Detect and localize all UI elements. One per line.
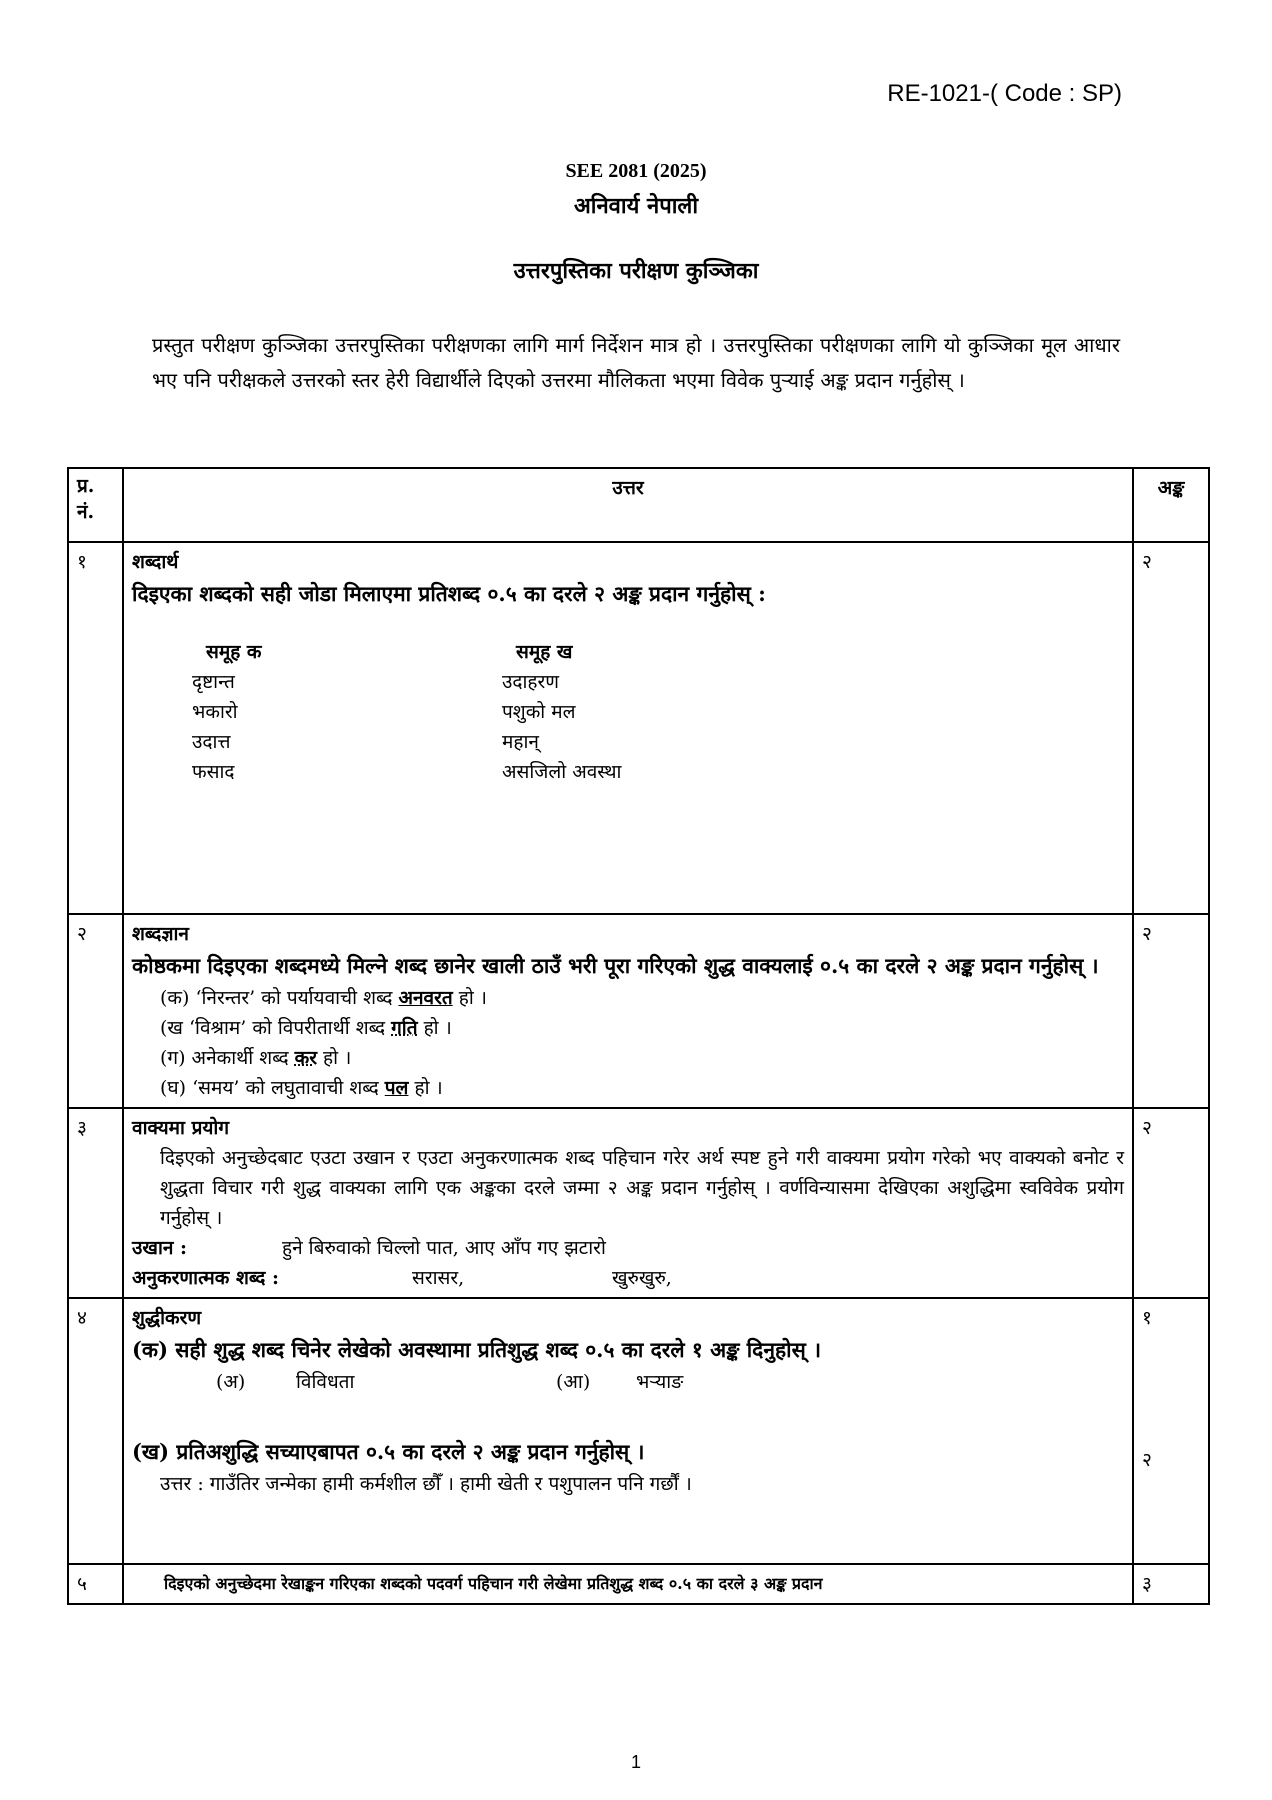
item-end: हो । bbox=[452, 987, 487, 1009]
onoma-word-2: खुरुखुरु, bbox=[612, 1267, 672, 1289]
q3-title: वाक्यमा प्रयोग bbox=[132, 1117, 230, 1139]
q1-number: १ bbox=[68, 542, 123, 914]
header-marks: अङ्क bbox=[1133, 468, 1209, 542]
q2-answer-cell bbox=[123, 914, 1133, 1108]
header-answer: उत्तर bbox=[123, 468, 1133, 542]
q1-title: शब्दार्थ bbox=[132, 551, 179, 573]
table-header-row bbox=[68, 468, 1209, 542]
q3-answer-cell bbox=[123, 1108, 1133, 1298]
q2-title: शब्दज्ञान bbox=[132, 923, 189, 945]
q2-item bbox=[132, 983, 1124, 1013]
q5-number: ५ bbox=[68, 1564, 123, 1604]
item-answer: अनवरत bbox=[398, 987, 453, 1009]
q2-instruction: कोष्ठकमा दिइएका शब्दमध्ये मिल्ने शब्द छानेर खाली ठाउँ भरी पूरा गरिएको शुद्ध वाक्यलाई ०.५ का दरले २ अङ्क प्रदान गर्नुहोस् । bbox=[132, 953, 1099, 978]
word-correct: विविधता bbox=[296, 1371, 355, 1393]
pair-meaning: महान् bbox=[502, 731, 539, 753]
q4-answer-cell bbox=[123, 1298, 1133, 1564]
proverb-text: हुने बिरुवाको चिल्लो पात, आए आँप गए झटारो bbox=[282, 1237, 606, 1259]
group-a-heading: समूह क bbox=[206, 641, 262, 663]
header-qno: प्र. नं. bbox=[68, 468, 123, 542]
q3-marks: २ bbox=[1133, 1108, 1209, 1298]
item-end: हो । bbox=[408, 1077, 443, 1099]
pair-word: दृष्टान्त bbox=[192, 671, 235, 693]
q2-marks: २ bbox=[1133, 914, 1209, 1108]
pair-meaning: पशुको मल bbox=[502, 701, 576, 723]
q3-proverb-line bbox=[132, 1233, 1124, 1263]
q4-answer: उत्तर : गाउँतिर जन्मेका हामी कर्मशील छौँ । हामी खेती र पशुपालन पनि गर्छौं । bbox=[160, 1473, 692, 1495]
q4-marks-cell bbox=[1133, 1298, 1209, 1564]
table-row bbox=[68, 1108, 1209, 1298]
item-answer: कर bbox=[294, 1047, 317, 1069]
pair-meaning: उदाहरण bbox=[502, 671, 560, 693]
answer-key-table bbox=[67, 467, 1210, 1605]
onoma-label: अनुकरणात्मक शब्द : bbox=[132, 1267, 279, 1289]
table-row bbox=[68, 1564, 1209, 1604]
onoma-word-1: सरासर, bbox=[412, 1267, 465, 1289]
item-end: हो । bbox=[417, 1017, 452, 1039]
table-row bbox=[68, 1298, 1209, 1564]
q4-a-words bbox=[132, 1367, 1124, 1397]
pair-word: उदात्त bbox=[192, 731, 231, 753]
q2-item bbox=[132, 1043, 1124, 1073]
word-label: (आ) bbox=[556, 1371, 591, 1393]
q1-pairs bbox=[192, 637, 1124, 787]
pair-meaning: असजिलो अवस्था bbox=[502, 761, 622, 783]
q4-marks-a: १ bbox=[1142, 1307, 1152, 1329]
q2-item bbox=[132, 1013, 1124, 1043]
item-end: हो । bbox=[317, 1047, 352, 1069]
q2-item bbox=[132, 1073, 1124, 1103]
proverb-label: उखान : bbox=[132, 1237, 188, 1259]
q4-title: शुद्धीकरण bbox=[132, 1307, 202, 1329]
pair-word: भकारो bbox=[192, 701, 238, 723]
q4-number: ४ bbox=[68, 1298, 123, 1564]
key-heading: उत्तरपुस्तिका परीक्षण कुञ्जिका bbox=[513, 258, 759, 284]
item-text: (घ) ‘समय’ को लघुतावाची शब्द bbox=[160, 1077, 385, 1099]
item-answer: गति bbox=[391, 1017, 418, 1039]
document-code: RE-1021-( Code : SP) bbox=[887, 80, 1122, 107]
q3-instruction: दिइएको अनुच्छेदबाट एउटा उखान र एउटा अनुकरणात्मक शब्द पहिचान गरेर अर्थ स्पष्ट हुने गरी वाक्यमा प्रयोग गरेको भए वाक्यको बनोट र शुद्धता विचार गरी शुद्ध वाक्यका लागि एक अङ्कका दरले जम्मा २ अङ्क प्रदान गर्नुहोस् । वर्णविन्यासमा देखिएका अशुद्धिमा स्वविवेक प्रयोग गर्नुहोस् । bbox=[160, 1147, 1124, 1229]
q1-answer-cell bbox=[123, 542, 1133, 914]
pair-word: फसाद bbox=[192, 761, 235, 783]
q3-onoma-line bbox=[132, 1263, 1124, 1293]
item-text: (ख ‘विश्राम’ को विपरीतार्थी शब्द bbox=[160, 1017, 392, 1039]
q4-marks-b: २ bbox=[1142, 1449, 1152, 1471]
q5-instruction: दिइएको अनुच्छेदमा रेखाङ्कन गरिएका शब्दको पदवर्ग पहिचान गरी लेखेमा प्रतिशुद्ध शब्द ०.५ का दरले ३ अङ्क प्रदान bbox=[123, 1564, 1133, 1604]
table-row bbox=[68, 542, 1209, 914]
item-text: (ग) अनेकार्थी शब्द bbox=[160, 1047, 295, 1069]
q4-part-b: (ख) प्रतिअशुद्धि सच्याएबापत ०.५ का दरले २ अङ्क प्रदान गर्नुहोस् । bbox=[132, 1439, 645, 1464]
q5-marks: ३ bbox=[1133, 1564, 1209, 1604]
table-row bbox=[68, 914, 1209, 1108]
subject-title: अनिवार्य नेपाली bbox=[573, 193, 699, 219]
word-correct: भऱ्याङ bbox=[636, 1371, 684, 1393]
word-label: (अ) bbox=[216, 1371, 246, 1393]
exam-title: SEE 2081 (2025) bbox=[565, 160, 707, 182]
group-b-heading: समूह ख bbox=[516, 641, 573, 663]
item-answer: पल bbox=[384, 1077, 409, 1099]
q1-instruction: दिइएका शब्दको सही जोडा मिलाएमा प्रतिशब्द ०.५ का दरले २ अङ्क प्रदान गर्नुहोस् : bbox=[132, 581, 766, 606]
q3-number: ३ bbox=[68, 1108, 123, 1298]
intro-paragraph: प्रस्तुत परीक्षण कुञ्जिका उत्तरपुस्तिका परीक्षणका लागि मार्ग निर्देशन मात्र हो । उत्तरपुस्तिका परीक्षणका लागि यो कुञ्जिका मूल आधार भए पनि परीक्षकले उत्तरको स्तर हेरी विद्यार्थीले दिएको उत्तरमा मौलिकता भएमा विवेक पुऱ्याई अङ्क प्रदान गर्नुहोस् । bbox=[152, 333, 1120, 392]
q1-marks: २ bbox=[1133, 542, 1209, 914]
page-number: 1 bbox=[630, 1752, 641, 1772]
item-text: (क) ‘निरन्तर’ को पर्यायवाची शब्द bbox=[160, 987, 399, 1009]
q2-number: २ bbox=[68, 914, 123, 1108]
q4-part-a: (क) सही शुद्ध शब्द चिनेर लेखेको अवस्थामा प्रतिशुद्ध शब्द ०.५ का दरले १ अङ्क दिनुहोस् । bbox=[132, 1337, 822, 1362]
